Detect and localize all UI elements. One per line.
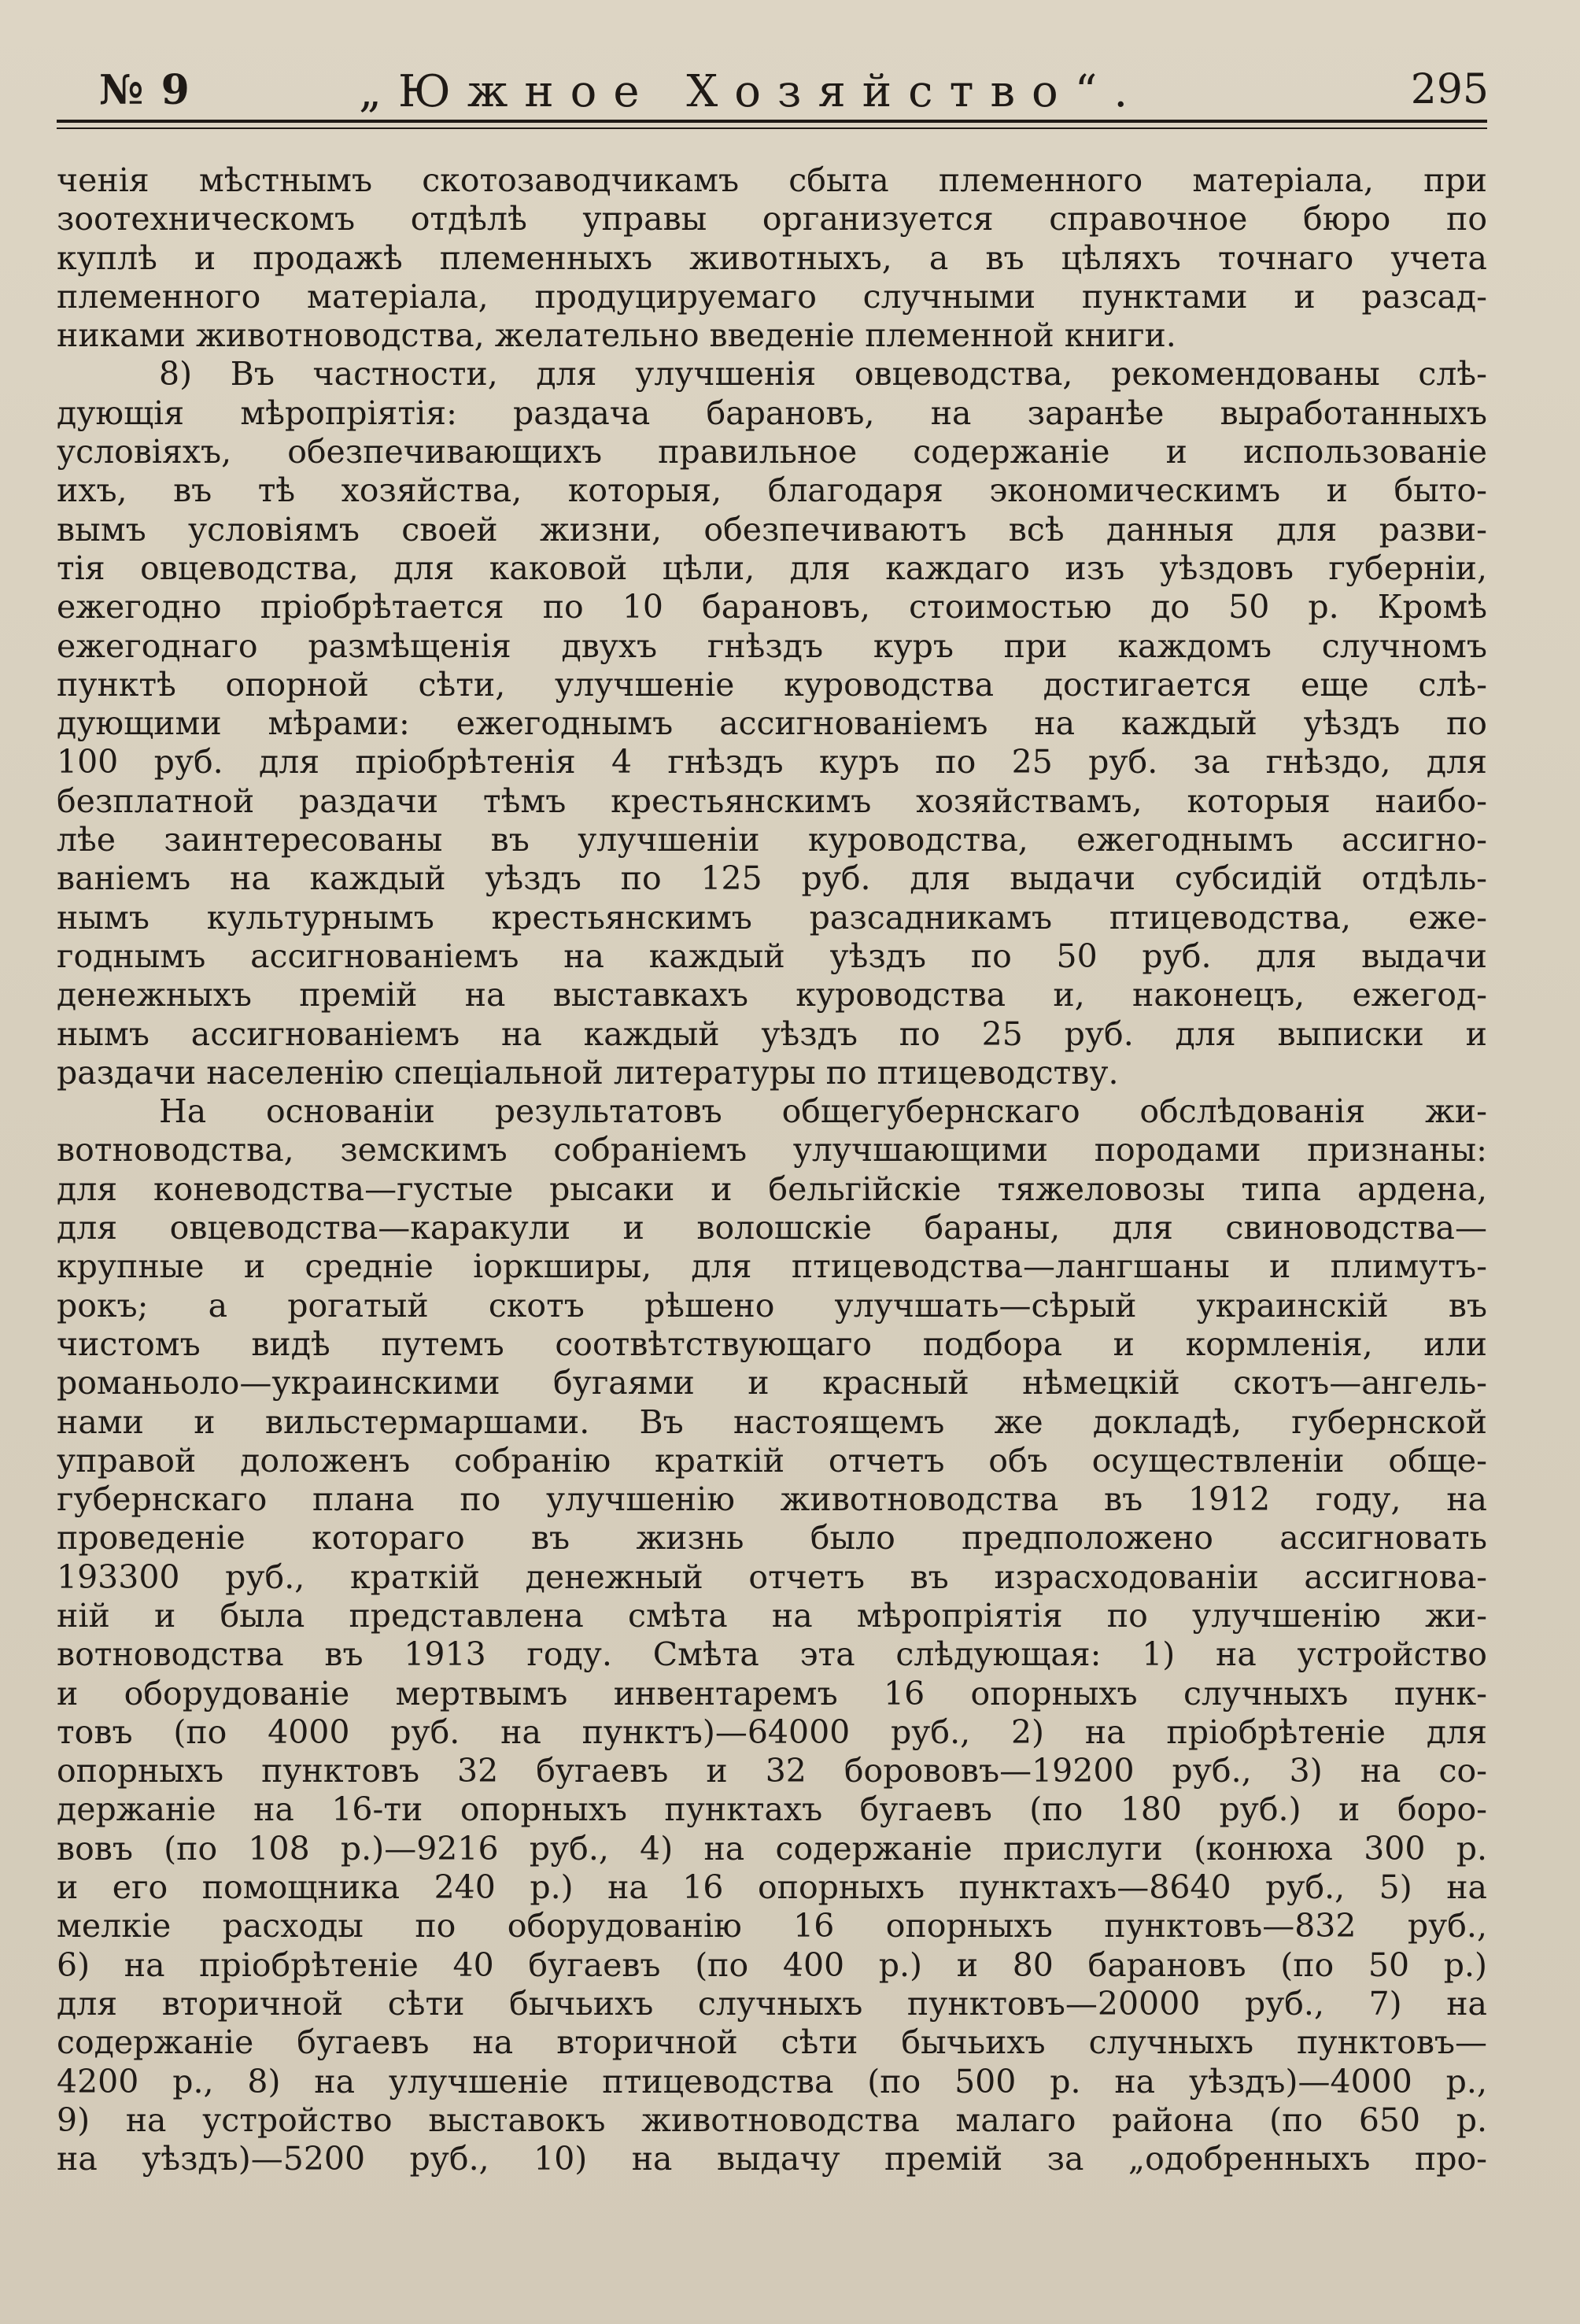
text-line: 100 руб. для пріобрѣтенія 4 гнѣздъ куръ по 25 руб. за гнѣздо, для bbox=[57, 743, 1487, 781]
journal-title: „Южное Хозяйство“. bbox=[359, 66, 1145, 117]
article-body bbox=[57, 161, 1487, 2178]
text-line: вымъ условіямъ своей жизни, обезпечиваютъ всѣ данныя для разви- bbox=[57, 510, 1487, 549]
text-line: дующія мѣропріятія: раздача барановъ, на заранѣе выработанныхъ bbox=[57, 393, 1487, 432]
text-line: и оборудованіе мертвымъ инвентаремъ 16 опорныхъ случныхъ пунк- bbox=[57, 1674, 1487, 1713]
page-number: 295 bbox=[1410, 66, 1489, 113]
text-line: содержаніе бугаевъ на вторичной сѣти бычьихъ случныхъ пунктовъ— bbox=[57, 2023, 1487, 2062]
text-line: 9) на устройство выставокъ животноводства малаго района (по 650 р. bbox=[57, 2100, 1487, 2139]
header-rule-thin bbox=[57, 127, 1487, 129]
header-rule-thick bbox=[57, 120, 1487, 123]
text-line: чистомъ видѣ путемъ соотвѣтствующаго подбора и кормленія, или bbox=[57, 1325, 1487, 1363]
text-line: безплатной раздачи тѣмъ крестьянскимъ хозяйствамъ, которыя наибо- bbox=[57, 781, 1487, 820]
text-line: для коневодства—густые рысаки и бельгійскіе тяжеловозы типа ардена, bbox=[57, 1169, 1487, 1208]
text-line: рокъ; а рогатый скотъ рѣшено улучшать—сѣрый украинскій въ bbox=[57, 1286, 1487, 1325]
text-line: для вторичной сѣти бычьихъ случныхъ пунктовъ—20000 руб., 7) на bbox=[57, 1984, 1487, 2023]
text-line: опорныхъ пунктовъ 32 бугаевъ и 32 борововъ—19200 руб., 3) на со- bbox=[57, 1752, 1487, 1790]
text-line: для овцеводства—каракули и волошскіе бараны, для свиноводства— bbox=[57, 1209, 1487, 1247]
text-line: ній и была представлена смѣта на мѣропріятія по улучшенію жи- bbox=[57, 1596, 1487, 1635]
text-line: и его помощника 240 р.) на 16 опорныхъ пунктахъ—8640 руб., 5) на bbox=[57, 1868, 1487, 1907]
paragraph-start-line: На основаніи результатовъ общегубернскаго обслѣдованія жи- bbox=[159, 1092, 1487, 1131]
text-line: ихъ, въ тѣ хозяйства, которыя, благодаря экономическимъ и быто- bbox=[57, 471, 1487, 510]
text-line: куплѣ и продажѣ племенныхъ животныхъ, а въ цѣляхъ точнаго учета bbox=[57, 238, 1487, 277]
text-line: держаніе на 16-ти опорныхъ пунктахъ бугаевъ (по 180 руб.) и боро- bbox=[57, 1790, 1487, 1829]
text-line: пунктѣ опорной сѣти, улучшеніе куроводства достигается еще слѣ- bbox=[57, 665, 1487, 704]
running-header bbox=[99, 66, 1489, 121]
text-line: ежегоднаго размѣщенія двухъ гнѣздъ куръ при каждомъ случномъ bbox=[57, 626, 1487, 665]
text-line: денежныхъ премій на выставкахъ куроводства и, наконецъ, ежегод- bbox=[57, 976, 1487, 1014]
text-line: вовъ (по 108 р.)—9216 руб., 4) на содержаніе прислуги (конюха 300 р. bbox=[57, 1829, 1487, 1868]
text-line: дующими мѣрами: ежегоднымъ ассигнованіемъ на каждый уѣздъ по bbox=[57, 704, 1487, 743]
text-line: губернскаго плана по улучшенію животноводства въ 1912 году, на bbox=[57, 1480, 1487, 1519]
text-line: вотноводства, земскимъ собраніемъ улучшающими породами признаны: bbox=[57, 1131, 1487, 1169]
text-line: нымъ культурнымъ крестьянскимъ разсадникамъ птицеводства, еже- bbox=[57, 898, 1487, 937]
text-line: на уѣздъ)—5200 руб., 10) на выдачу премій за „одобренныхъ про- bbox=[57, 2140, 1487, 2178]
text-line: годнымъ ассигнованіемъ на каждый уѣздъ по 50 руб. для выдачи bbox=[57, 937, 1487, 975]
text-line: мелкіе расходы по оборудованію 16 опорныхъ пунктовъ—832 руб., bbox=[57, 1907, 1487, 1945]
text-line: 6) на пріобрѣтеніе 40 бугаевъ (по 400 р.) и 80 барановъ (по 50 р.) bbox=[57, 1945, 1487, 1984]
text-line: зоотехническомъ отдѣлѣ управы организуется справочное бюро по bbox=[57, 200, 1487, 238]
text-line: никами животноводства, желательно введеніе племенной книги. bbox=[57, 316, 1176, 355]
paragraph-start-line: 8) Въ частности, для улучшенія овцеводства, рекомендованы слѣ- bbox=[159, 355, 1487, 393]
text-line: ваніемъ на каждый уѣздъ по 125 руб. для выдачи субсидій отдѣль- bbox=[57, 859, 1487, 898]
text-line: проведеніе котораго въ жизнь было предположено ассигновать bbox=[57, 1519, 1487, 1557]
text-line: романьоло—украинскими бугаями и красный нѣмецкій скотъ—ангель- bbox=[57, 1364, 1487, 1402]
text-line: тія овцеводства, для каковой цѣли, для каждаго изъ уѣздовъ губерніи, bbox=[57, 549, 1487, 587]
text-line: ченія мѣстнымъ скотозаводчикамъ сбыта племенного матеріала, при bbox=[57, 161, 1487, 199]
text-line: условіяхъ, обезпечивающихъ правильное содержаніе и использованіе bbox=[57, 433, 1487, 471]
text-line: 4200 р., 8) на улучшеніе птицеводства (по 500 р. на уѣздъ)—4000 р., bbox=[57, 2062, 1487, 2100]
issue-number: № 9 bbox=[99, 66, 191, 114]
text-line: вотноводства въ 1913 году. Смѣта эта слѣдующая: 1) на устройство bbox=[57, 1635, 1487, 1674]
text-line: нымъ ассигнованіемъ на каждый уѣздъ по 25 руб. для выписки и bbox=[57, 1014, 1487, 1053]
text-line: 193300 руб., краткій денежный отчетъ въ израсходованіи ассигнова- bbox=[57, 1557, 1487, 1596]
text-line: нами и вильстермаршами. Въ настоящемъ же докладѣ, губернской bbox=[57, 1402, 1487, 1441]
text-line: племенного матеріала, продуцируемаго случными пунктами и разсад- bbox=[57, 277, 1487, 316]
text-line: управой доложенъ собранію краткій отчетъ объ осуществленіи обще- bbox=[57, 1441, 1487, 1480]
text-line: ежегодно пріобрѣтается по 10 барановъ, стоимостью до 50 р. Кромѣ bbox=[57, 588, 1487, 626]
text-line: лѣе заинтересованы въ улучшеніи куроводства, ежегоднымъ ассигно- bbox=[57, 821, 1487, 859]
text-line: товъ (по 4000 руб. на пунктъ)—64000 руб., 2) на пріобрѣтеніе для bbox=[57, 1713, 1487, 1751]
text-line: крупные и средніе іоркширы, для птицеводства—лангшаны и плимутъ- bbox=[57, 1247, 1487, 1286]
text-line: раздачи населенію спеціальной литературы по птицеводству. bbox=[57, 1053, 1119, 1092]
